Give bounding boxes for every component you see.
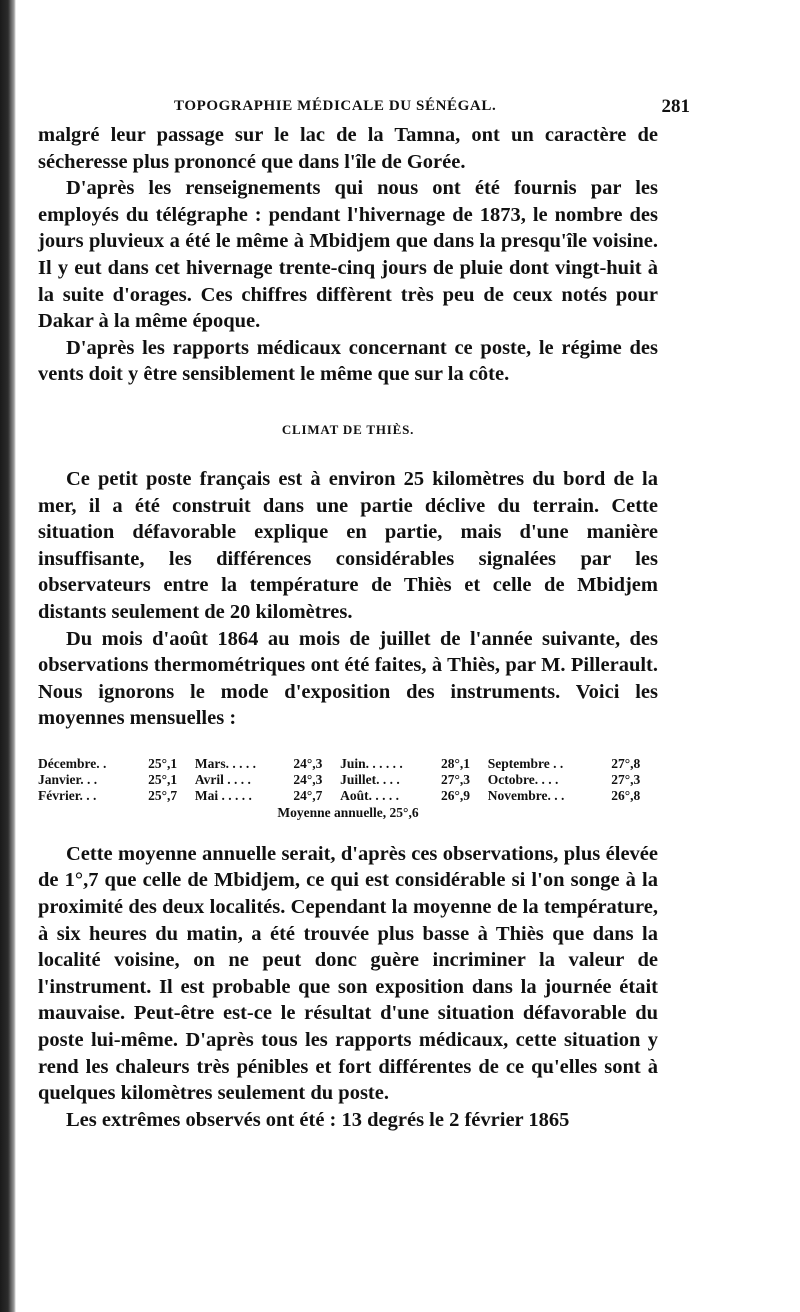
temperature-value: 25°,7 [148, 787, 178, 803]
table-row [38, 788, 658, 804]
temperature-value: 27°,3 [611, 771, 641, 787]
temperature-value: 24°,3 [293, 771, 323, 787]
month-label: Novembre. . . [487, 787, 565, 803]
month-label: Août. . . . . [340, 787, 399, 803]
book-page [38, 96, 690, 1133]
running-title: TOPOGRAPHIE MÉDICALE DU SÉNÉGAL. [174, 98, 497, 114]
table-row [38, 756, 658, 772]
temperature-value: 25°,1 [148, 755, 178, 771]
scan-edge-shadow [0, 0, 16, 1312]
month-label: Mars. . . . . [194, 755, 256, 771]
temperature-value: 24°,7 [293, 787, 323, 803]
month-label: Septembre . . [487, 755, 564, 771]
page-number: 281 [661, 96, 690, 117]
month-label: Juin. . . . . . [340, 755, 403, 771]
month-label: Janvier. . . [38, 771, 98, 787]
temperature-value: 28°,1 [441, 755, 471, 771]
temperature-value: 27°,8 [611, 755, 641, 771]
month-label: Décembre. . [38, 755, 107, 771]
section-heading: CLIMAT DE THIÈS. [281, 421, 415, 437]
monthly-temperature-table [38, 756, 658, 804]
temperature-value: 26°,9 [441, 787, 471, 803]
month-label: Avril . . . . [194, 771, 251, 787]
paragraph: D'après les rapports médicaux concernant ce poste, le régime des vents doit y être sensiblement le même que sur la côte. [38, 336, 658, 386]
table-row [38, 772, 658, 788]
month-label: Juillet. . . . [340, 771, 400, 787]
temperature-value: 24°,3 [293, 755, 323, 771]
paragraph: Les extrêmes observés ont été : 13 degrés le 2 février 1865 [66, 1108, 570, 1131]
temperature-value: 26°,8 [611, 787, 641, 803]
annual-mean: Moyenne annuelle, 25°,6 [277, 804, 419, 820]
paragraph: malgré leur passage sur le lac de la Tamna, ont un caractère de sécheresse plus prononcé que dans l'île de Gorée. [38, 124, 658, 173]
month-label: Mai . . . . . [194, 787, 252, 803]
paragraph: Du mois d'août 1864 au mois de juillet de l'année suivante, des observations thermométriques ont été faites, à Thiès, par M. Pillerault. Nous ignorons le mode d'exposition des instruments. Voici les moyennes mensuelles : [38, 627, 658, 730]
month-label: Février. . . [38, 787, 97, 803]
paragraph: D'après les renseignements qui nous ont été fournis par les employés du télégraphe : pendant l'hivernage de 1873, le nombre des jours pluvieux a été le même à Mbidjem que dans la presqu'île voisine. Il y eut dans cet hivernage trente-cinq jours de pluie dont vingt-huit à la suite d'orages. Ces chiffres diffèrent très peu de ceux notés pour Dakar à la même époque. [38, 177, 658, 333]
running-header [174, 96, 690, 122]
month-label: Octobre. . . . [487, 771, 559, 787]
temperature-value: 27°,3 [441, 771, 471, 787]
temperature-value: 25°,1 [148, 771, 178, 787]
paragraph: Ce petit poste français est à environ 25 kilomètres du bord de la mer, il a été construit dans une partie déclive du terrain. Cette situation défavorable explique en partie, mais d'une manière insuffisante, les différences considérables signalées par les observateurs entre la température de Thiès et celle de Mbidjem distants seulement de 20 kilomètres. [38, 467, 658, 623]
paragraph: Cette moyenne annuelle serait, d'après ces observations, plus élevée de 1°,7 que celle de Mbidjem, ce qui est considérable si l'on songe à la proximité des deux localités. Cependant la moyenne de la température, à six heures du matin, a été trouvée plus basse à Thiès que dans la localité voisine, on ne peut donc guère incriminer la valeur de l'instrument. Il est probable que son exposition dans la journée était mauvaise. Peut-être est-ce le résultat d'une situation défavorable du poste lui-même. D'après tous les rapports médicaux, cette situation y rend les chaleurs très pénibles et fort différentes de ce qu'elles sont à quelques kilomètres seulement du poste. [38, 842, 658, 1105]
